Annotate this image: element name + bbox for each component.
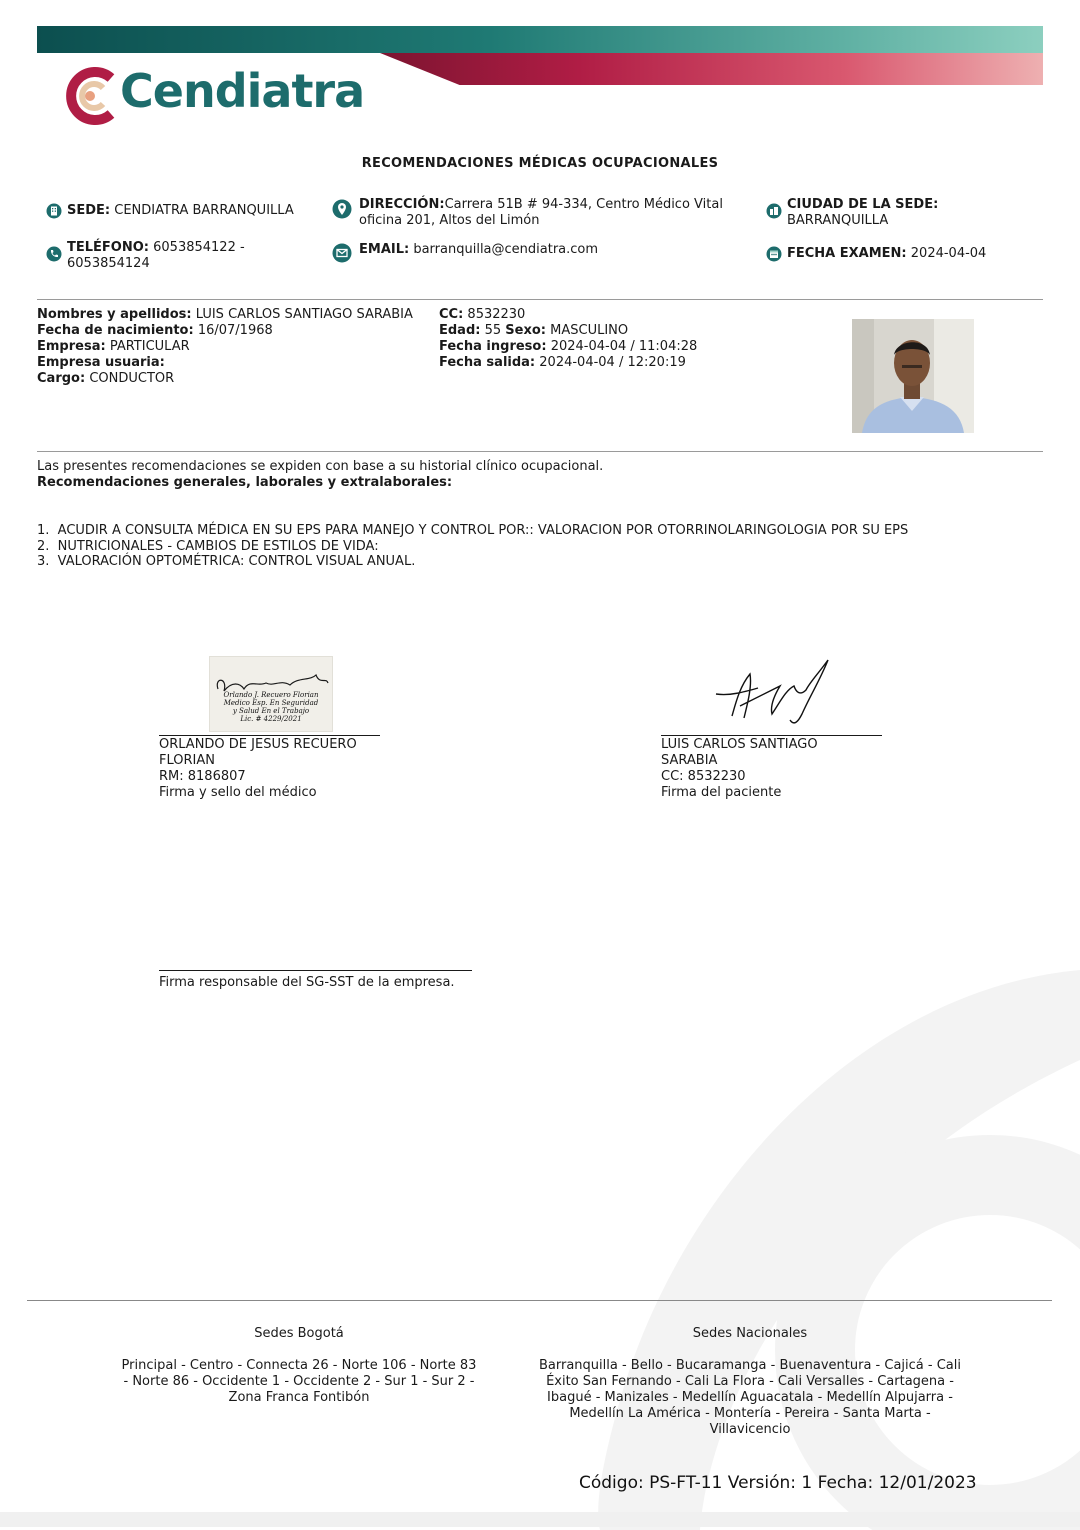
cendiatra-logo-icon — [63, 66, 117, 126]
patient-signature-line — [661, 735, 882, 736]
list-item: 1. ACUDIR A CONSULTA MÉDICA EN SU EPS PARA MANEJO Y CONTROL POR:: VALORACION POR OTORRINOLARINGOLOGIA POR SU EPS — [37, 523, 909, 538]
doctor-stamp: Orlando J. Recuero Florian Medico Esp. En Seguridad y Salud En el Trabajo Lic. # 4229/2021 — [209, 656, 333, 732]
sede-field: SEDE: CENDIATRA BARRANQUILLA — [67, 203, 294, 218]
page-bottom-band — [0, 1512, 1080, 1527]
sgsst-signature-line — [159, 970, 472, 971]
location-pin-icon — [332, 199, 352, 221]
patient-photo — [852, 319, 974, 433]
calendar-icon — [766, 246, 782, 262]
document-code: Código: PS-FT-11 Versión: 1 Fecha: 12/01/2023 — [579, 1473, 977, 1493]
direccion-field: DIRECCIÓN:Carrera 51B # 94-334, Centro Médico Vital oficina 201, Altos del Limón — [359, 197, 723, 228]
brand-name: Cendiatra — [120, 64, 365, 118]
footer-nacionales-title: Sedes Nacionales — [692, 1326, 808, 1341]
patient-info-right: CC: 8532230 Edad: 55 Sexo: MASCULINO Fecha ingreso: 2024-04-04 / 11:04:28 Fecha salida: 2024-04-04 / 12:20:19 — [439, 307, 698, 370]
email-icon — [332, 243, 352, 263]
page-title: RECOMENDACIONES MÉDICAS OCUPACIONALES — [361, 156, 719, 171]
fecha-examen-field: FECHA EXAMEN: 2024-04-04 — [787, 246, 987, 261]
footer-bogota-title: Sedes Bogotá — [254, 1326, 344, 1341]
phone-icon — [46, 246, 62, 262]
intro-block — [37, 459, 603, 491]
patient-signature-scribble — [710, 656, 835, 728]
sgsst-signature-label: Firma responsable del SG-SST de la empresa. — [159, 975, 455, 990]
footer-sedes-nacionales: Sedes Nacionales Barranquilla - Bello - Bucaramanga - Buenaventura - Cajicá - Cali Éxito San Fernando - Cali La Flora - Cali Versalles - Cartagena - Ibagué - Manizales - Medellín Aguacatala - Medellín Alpujarra - Medellín La América - Montería - Pereira - Santa Marta - Villavicencio — [520, 1326, 980, 1438]
recommendations-list — [37, 523, 908, 570]
city-icon — [766, 203, 782, 219]
recs-heading: Recomendaciones generales, laborales y extralaborales: — [37, 475, 453, 490]
email-field: EMAIL: barranquilla@cendiatra.com — [359, 242, 599, 257]
header-band-teal — [37, 26, 1043, 53]
intro-text: Las presentes recomendaciones se expiden con base a su historial clínico ocupacional. — [37, 459, 604, 474]
patient-signature-block: LUIS CARLOS SANTIAGO SARABIA CC: 8532230 Firma del paciente — [661, 737, 818, 800]
list-item: 2. NUTRICIONALES - CAMBIOS DE ESTILOS DE VIDA: — [37, 538, 379, 554]
list-item: 3. VALORACIÓN OPTOMÉTRICA: CONTROL VISUAL ANUAL. — [37, 554, 416, 569]
divider — [37, 299, 1043, 300]
doctor-signature-line — [159, 735, 380, 736]
building-icon — [46, 203, 62, 219]
patient-info-left: Nombres y apellidos: LUIS CARLOS SANTIAGO SARABIA Fecha de nacimiento: 16/07/1968 Empresa: PARTICULAR Empresa usuaria: Cargo: CONDUCTOR — [37, 307, 413, 386]
ciudad-field: CIUDAD DE LA SEDE: BARRANQUILLA — [787, 197, 939, 228]
divider — [37, 451, 1043, 452]
footer-divider — [27, 1300, 1052, 1301]
footer-sedes-bogota: Sedes Bogotá Principal - Centro - Connecta 26 - Norte 106 - Norte 83 - Norte 86 - Occidente 1 - Occidente 2 - Sur 1 - Sur 2 - Zona Franca Fontibón — [100, 1326, 498, 1406]
telefono-field: TELÉFONO: 6053854122 - 6053854124 — [67, 240, 245, 271]
watermark-logo — [560, 930, 1080, 1530]
header-band-red — [380, 53, 1043, 85]
doctor-signature-block: ORLANDO DE JESUS RECUERO FLORIAN RM: 8186807 Firma y sello del médico — [159, 737, 357, 800]
